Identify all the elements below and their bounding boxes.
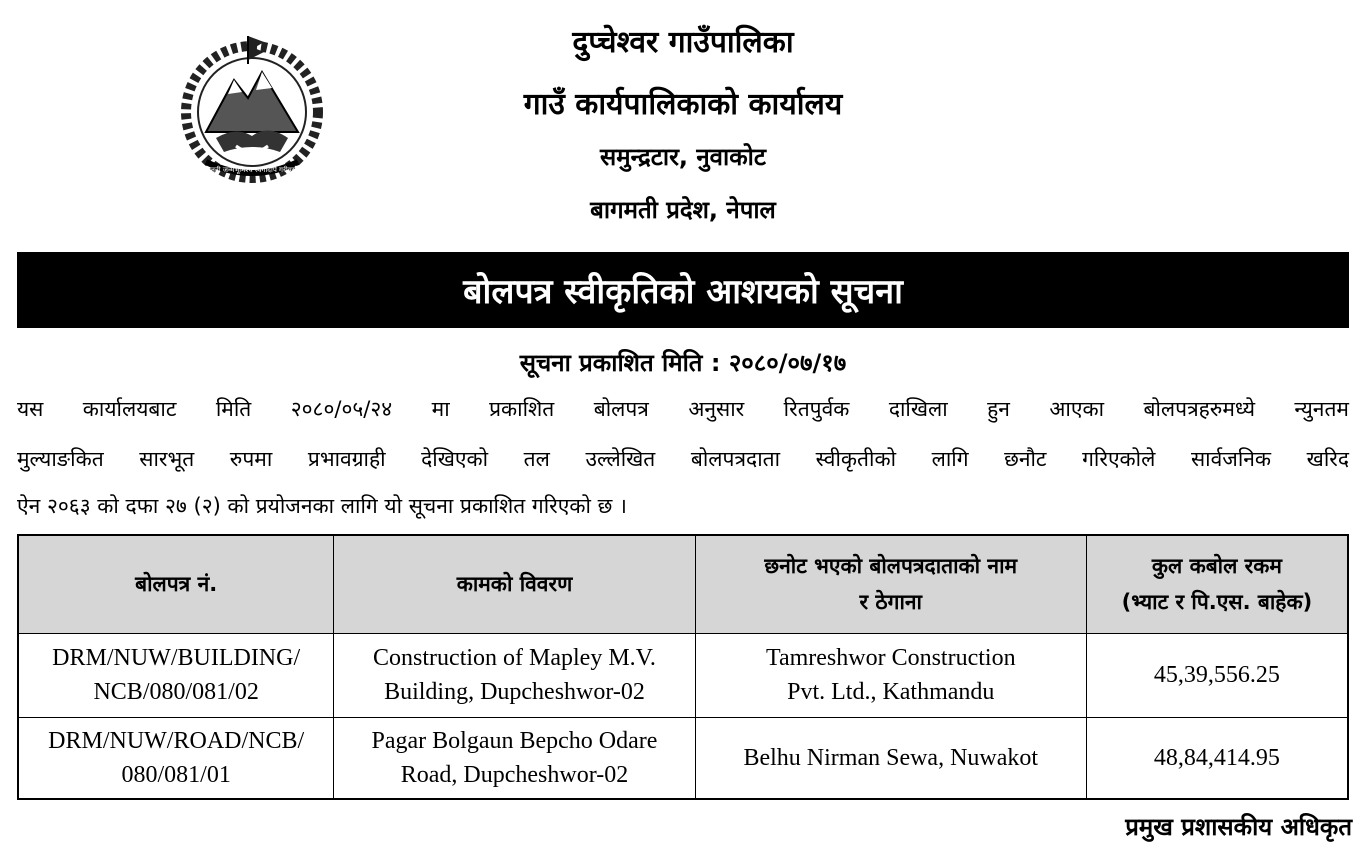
bidder-cell: Tamreshwor Construction Pvt. Ltd., Kathmandu — [695, 633, 1086, 717]
work-description-cell: Pagar Bolgaun Bepcho Odare Road, Dupcheshwor-02 — [334, 717, 695, 799]
notice-body-line: यस कार्यालयबाट मिति २०८०/०५/२४ मा प्रकाशित बोलपत्र अनुसार रितपुर्वक दाखिला हुन आएका बोलपत्रहरुमध्ये न्युनतम — [17, 397, 1349, 421]
header-work-description: कामको विवरण — [334, 535, 695, 633]
header-total-amount: कुल कबोल रकम (भ्याट र पि.एस. बाहेक) — [1086, 535, 1348, 633]
table-row — [18, 633, 1348, 717]
bid-number-cell: DRM/NUW/ROAD/NCB/ 080/081/01 — [18, 717, 334, 799]
amount-cell: 48,84,414.95 — [1086, 717, 1348, 799]
publication-date-label: सूचना प्रकाशित मिति : — [519, 349, 721, 377]
signatory-title: प्रमुख प्रशासकीय अधिकृत — [1125, 813, 1352, 841]
office-name: गाउँ कार्यपालिकाको कार्यालय — [523, 87, 843, 122]
bid-number-cell: DRM/NUW/BUILDING/ NCB/080/081/02 — [18, 633, 334, 717]
notice-body-line: ऐन २०६३ को दफा २७ (२) को प्रयोजनका लागि यो सूचना प्रकाशित गरिएको छ । — [17, 494, 627, 518]
work-description-cell: Construction of Mapley M.V. Building, Dupcheshwor-02 — [334, 633, 695, 717]
selected-bidders-table — [17, 534, 1349, 800]
publication-date-value: २०८०/०७/१७ — [728, 349, 847, 377]
office-address: समुन्द्रटार, नुवाकोट — [600, 143, 766, 171]
bidder-cell: Belhu Nirman Sewa, Nuwakot — [695, 717, 1086, 799]
publication-date-line — [0, 346, 1366, 379]
municipality-name: दुप्चेश्वर गाउँपालिका — [572, 25, 794, 60]
notice-body-line: मुल्याङकित सारभूत रुपमा प्रभावग्राही देखिएको तल उल्लेखित बोलपत्रदाता स्वीकृतीको लागि छनौट गरिएकोले सार्वजनिक खरिद — [17, 447, 1349, 471]
notice-title-banner — [17, 252, 1349, 328]
table-header-row — [18, 535, 1348, 633]
header-bidder-name-address: छनोट भएको बोलपत्रदाताको नाम र ठेगाना — [695, 535, 1086, 633]
emblem-motto: जननी जन्मभूमिश्च स्वर्गादपि गरीयसी — [205, 166, 299, 174]
amount-cell: 45,39,556.25 — [1086, 633, 1348, 717]
header-bid-number: बोलपत्र नं. — [18, 535, 334, 633]
table-row — [18, 717, 1348, 799]
province-country: बागमती प्रदेश, नेपाल — [590, 196, 776, 224]
notice-title: बोलपत्र स्वीकृतिको आशयको सूचना — [463, 272, 903, 312]
